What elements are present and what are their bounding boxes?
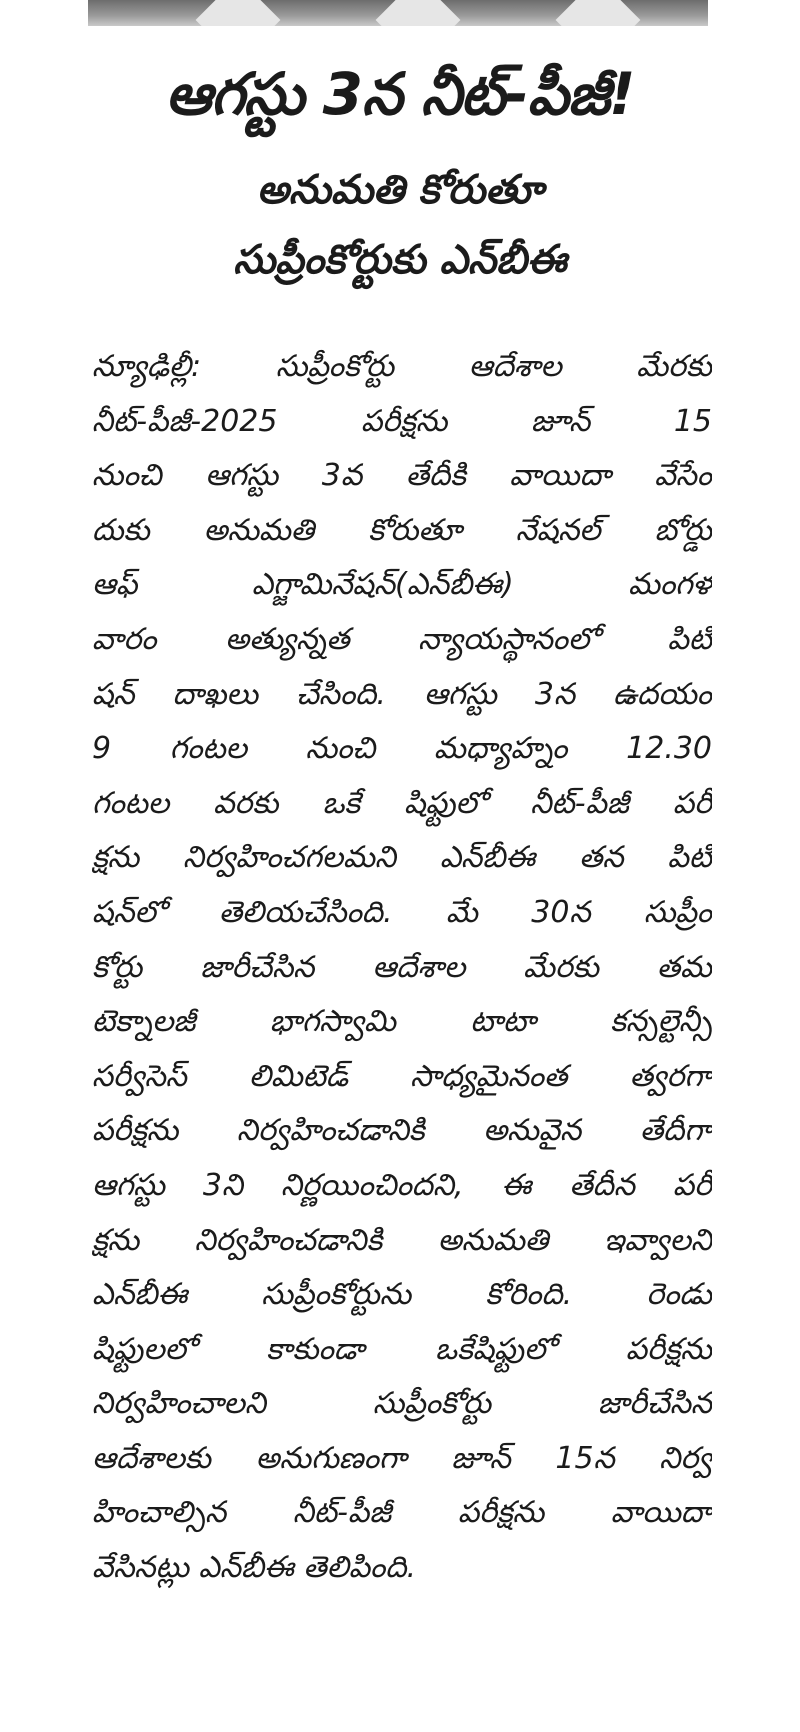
body-line: కోర్టు జారీచేసిన ఆదేశాల మేరకు తమ — [92, 949, 712, 985]
body-line: నుంచి ఆగస్టు 3వ తేదీకి వాయిదా వేసేం — [92, 458, 712, 494]
body-line: నిర్వహించాలని సుప్రీంకోర్టు జారీచేసిన — [92, 1386, 712, 1422]
subheadline-line-1: అనుమతి కోరుతూ — [256, 167, 544, 213]
body-line: టెక్నాలజీ భాగస్వామి టాటా కన్సల్టెన్సీ — [92, 1004, 712, 1040]
body-line: హించాల్సిన నీట్-పీజీ పరీక్షను వాయిదా — [92, 1495, 712, 1531]
body-line: క్షను నిర్వహించగలమని ఎన్‌బీఈ తన పిటి — [92, 840, 712, 876]
body-line: షన్ దాఖలు చేసింది. ఆగస్టు 3న ఉదయం — [92, 676, 712, 712]
body-line: నీట్-పీజీ-2025 పరీక్షను జూన్ 15 — [92, 403, 712, 439]
body-line: షిఫ్టులలో కాకుండా ఒకేషిఫ్టులో పరీక్షను — [92, 1331, 712, 1367]
body-line: ఆదేశాలకు అనుగుణంగా జూన్ 15న నిర్వ — [92, 1440, 712, 1476]
body-line: వారం అత్యున్నత న్యాయస్థానంలో పిటి — [92, 621, 712, 657]
body-line: వేసినట్లు ఎన్‌బీఈ తెలిపింది. — [92, 1550, 416, 1586]
headline: ఆగస్టు 3న నీట్-పీజీ! — [165, 60, 635, 128]
body-line: 9 గంటల నుంచి మధ్యాహ్నం 12.30 — [92, 731, 712, 767]
top-photo-strip — [88, 0, 708, 26]
body-line: క్షను నిర్వహించడానికి అనుమతి ఇవ్వాలని — [92, 1222, 712, 1258]
article-body — [92, 340, 712, 1596]
body-line: న్యూఢిల్లీ: సుప్రీంకోర్టు ఆదేశాల మేరకు — [92, 349, 712, 384]
subheadline-line-2: సుప్రీంకోర్టుకు ఎన్‌బీఈ — [233, 237, 567, 283]
body-line: గంటల వరకు ఒకే షిఫ్టులో నీట్-పీజీ పరీ — [92, 785, 712, 821]
body-line: దుకు అనుమతి కోరుతూ నేషనల్ బోర్డు — [92, 512, 712, 548]
body-line: ఆఫ్ ఎగ్జామినేషన్(ఎన్‌బీఈ) మంగళ — [92, 567, 712, 603]
body-line: షన్‌లో తెలియచేసింది. మే 30న సుప్రీం — [92, 894, 712, 930]
body-line: సర్వీసెస్ లిమిటెడ్ సాధ్యమైనంత త్వరగా — [92, 1058, 712, 1094]
body-line: పరీక్షను నిర్వహించడానికి అనువైన తేదీగా — [92, 1113, 712, 1149]
body-line: ఆగస్టు 3ని నిర్ణయించిందని, ఈ తేదీన పరీ — [92, 1167, 712, 1203]
body-line: ఎన్‌బీఈ సుప్రీంకోర్టును కోరింది. రెండు — [92, 1277, 712, 1313]
